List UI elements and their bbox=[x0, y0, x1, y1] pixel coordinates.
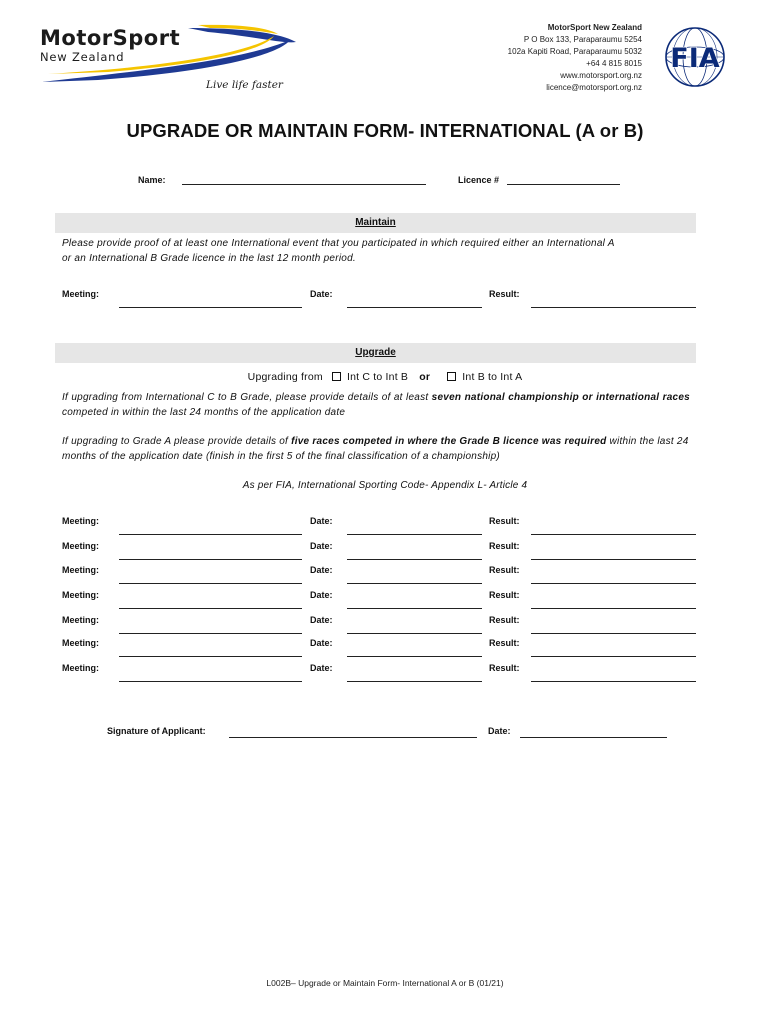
footer-form-code: L002B– Upgrade or Maintain Form- International A or B (01/21) bbox=[266, 978, 504, 988]
meeting-field[interactable] bbox=[119, 608, 302, 609]
form-title: UPGRADE OR MAINTAIN FORM- INTERNATIONAL (A or B) bbox=[126, 120, 644, 141]
para1-text-a: If upgrading from International C to B Grade, please provide details of at least bbox=[62, 392, 429, 403]
para2-text-bold: five races competed in where the Grade B licence was required bbox=[291, 436, 607, 447]
maintain-text-line2: or an International B Grade licence in the last 12 month period. bbox=[62, 253, 356, 264]
result-field[interactable] bbox=[531, 534, 696, 535]
result-label: Result: bbox=[489, 516, 520, 526]
meeting-label: Meeting: bbox=[62, 541, 99, 551]
address-org: MotorSport New Zealand bbox=[547, 23, 642, 32]
date-label: Date: bbox=[310, 516, 333, 526]
para1-text-bold: seven national championship or bbox=[431, 392, 593, 403]
checkbox-b-to-a[interactable] bbox=[447, 372, 456, 381]
meeting-label: Meeting: bbox=[62, 638, 99, 648]
licence-field[interactable] bbox=[507, 184, 620, 185]
address-email: licence@motorsport.org.nz bbox=[546, 83, 642, 92]
fia-logo-text: FIA bbox=[670, 43, 720, 74]
date-field[interactable] bbox=[347, 559, 482, 560]
option-b-to-a-label: Int B to Int A bbox=[462, 371, 523, 383]
date-label: Date: bbox=[310, 565, 333, 575]
name-label: Name: bbox=[138, 175, 166, 185]
result-field[interactable] bbox=[531, 656, 696, 657]
address-website: www.motorsport.org.nz bbox=[560, 71, 642, 80]
date-field[interactable] bbox=[347, 608, 482, 609]
signature-date-label: Date: bbox=[488, 726, 511, 736]
checkbox-c-to-b[interactable] bbox=[332, 372, 341, 381]
upgrade-options bbox=[0, 371, 770, 383]
result-label: Result: bbox=[489, 590, 520, 600]
date-field[interactable] bbox=[347, 656, 482, 657]
result-field[interactable] bbox=[531, 633, 696, 634]
address-po-box: P O Box 133, Paraparaumu 5254 bbox=[523, 35, 642, 44]
result-label: Result: bbox=[489, 289, 520, 299]
meeting-label: Meeting: bbox=[62, 663, 99, 673]
meeting-field[interactable] bbox=[119, 633, 302, 634]
result-label: Result: bbox=[489, 615, 520, 625]
meeting-field[interactable] bbox=[119, 534, 302, 535]
maintain-instructions bbox=[62, 236, 690, 266]
logo-tagline: Live life faster bbox=[206, 79, 283, 91]
date-label: Date: bbox=[310, 541, 333, 551]
date-label: Date: bbox=[310, 615, 333, 625]
fia-logo bbox=[656, 26, 734, 88]
signature-field[interactable] bbox=[229, 737, 477, 738]
para2-text-d: the last 24 months of the application date (finish in the first 5 of the final classification of a championship) bbox=[62, 436, 689, 462]
date-field[interactable] bbox=[347, 307, 482, 308]
signature-date-field[interactable] bbox=[520, 737, 667, 738]
date-field[interactable] bbox=[347, 583, 482, 584]
motorsport-nz-logo bbox=[38, 22, 303, 94]
para1-text-bold2: international races bbox=[596, 392, 690, 403]
meeting-label: Meeting: bbox=[62, 615, 99, 625]
upgrade-heading: Upgrade bbox=[55, 343, 696, 363]
result-field[interactable] bbox=[531, 681, 696, 682]
meeting-field[interactable] bbox=[119, 656, 302, 657]
para2-text-c: within bbox=[609, 436, 637, 447]
upgrade-c-to-b-instructions bbox=[62, 390, 690, 420]
date-label: Date: bbox=[310, 289, 333, 299]
result-label: Result: bbox=[489, 638, 520, 648]
result-label: Result: bbox=[489, 541, 520, 551]
or-text: or bbox=[419, 371, 431, 383]
meeting-label: Meeting: bbox=[62, 516, 99, 526]
para1-text-d: competed in within the last 24 months of the application date bbox=[62, 407, 346, 418]
maintain-heading: Maintain bbox=[55, 213, 696, 233]
logo-name: MotorSport bbox=[40, 26, 181, 50]
meeting-field[interactable] bbox=[119, 307, 302, 308]
date-label: Date: bbox=[310, 590, 333, 600]
address-street: 102a Kapiti Road, Paraparaumu 5032 bbox=[507, 47, 642, 56]
address-block bbox=[508, 22, 642, 94]
licence-label: Licence # bbox=[458, 175, 500, 185]
meeting-field[interactable] bbox=[119, 583, 302, 584]
logo-country: New Zealand bbox=[40, 50, 125, 64]
date-field[interactable] bbox=[347, 633, 482, 634]
date-field[interactable] bbox=[347, 681, 482, 682]
signature-label: Signature of Applicant: bbox=[107, 726, 206, 736]
fia-reference: As per FIA, International Sporting Code- Appendix L- Article 4 bbox=[242, 480, 528, 491]
upgrade-b-to-a-instructions bbox=[62, 434, 690, 464]
result-field[interactable] bbox=[531, 583, 696, 584]
meeting-label: Meeting: bbox=[62, 565, 99, 575]
meeting-label: Meeting: bbox=[62, 590, 99, 600]
fia-globe-icon bbox=[656, 26, 734, 88]
date-label: Date: bbox=[310, 638, 333, 648]
meeting-field[interactable] bbox=[119, 681, 302, 682]
result-label: Result: bbox=[489, 663, 520, 673]
para2-text-a: If upgrading to Grade A please provide details of bbox=[62, 436, 289, 447]
result-field[interactable] bbox=[531, 608, 696, 609]
result-label: Result: bbox=[489, 565, 520, 575]
result-field[interactable] bbox=[531, 307, 696, 308]
date-label: Date: bbox=[310, 663, 333, 673]
option-c-to-b-label: Int C to Int B bbox=[346, 371, 409, 383]
maintain-text-line1: Please provide proof of at least one International event that you participated in which required either an International A bbox=[62, 238, 615, 249]
meeting-label: Meeting: bbox=[62, 289, 99, 299]
date-field[interactable] bbox=[347, 534, 482, 535]
result-field[interactable] bbox=[531, 559, 696, 560]
address-phone: +64 4 815 8015 bbox=[586, 59, 642, 68]
name-field[interactable] bbox=[182, 184, 426, 185]
meeting-field[interactable] bbox=[119, 559, 302, 560]
upgrading-from-label: Upgrading from bbox=[247, 371, 323, 383]
